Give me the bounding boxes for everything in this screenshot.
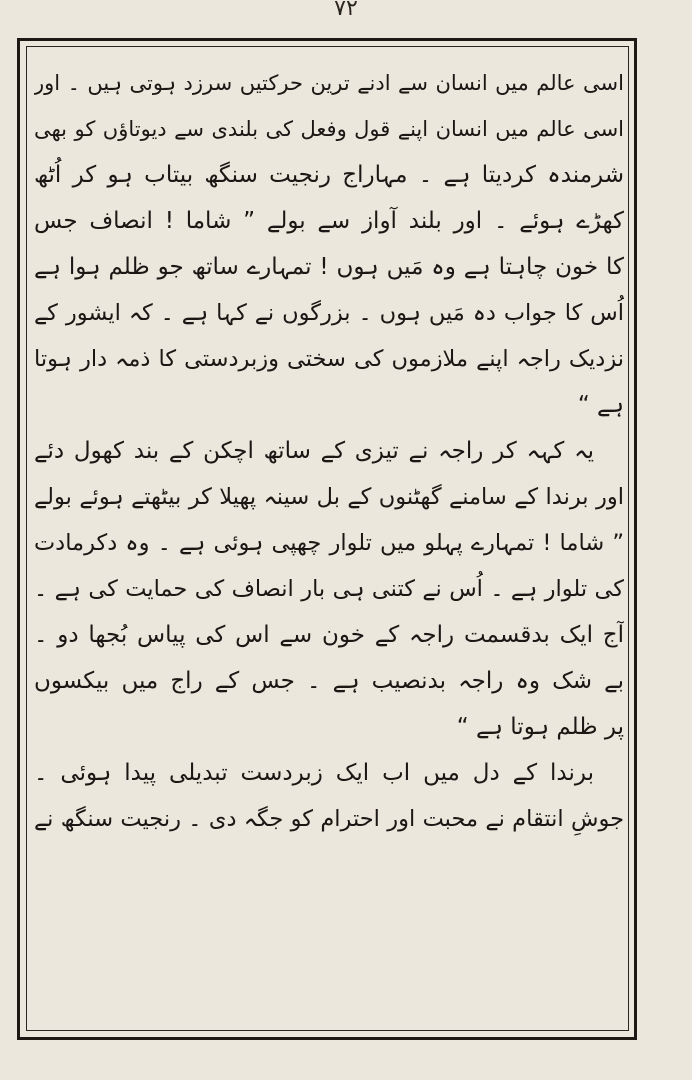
page-number: ۷۲ [334,0,358,21]
text-line: اسی عالم میں انسان اپنے قول وفعل کی بلندی سے دیوتاؤں کو بھی [34,117,624,141]
text-line: جوشِ انتقام نے محبت اور احترام کو جگہ دی ۔ رنجیت سنگھ نے [34,806,624,832]
text-line: کا خون چاہتا ہے وہ مَیں ہوں ! تمہارے ساتھ جو ظلم ہوا ہے [34,254,624,280]
text-line: اُس کا جواب دہ مَیں ہوں ۔ بزرگوں نے کہا ہے ۔ کہ ایشور کے [34,300,624,326]
text-line: ہے “ [577,392,624,418]
text-line: برندا کے دل میں اب ایک زبردست تبدیلی پیدا ہوئی ۔ [34,760,594,786]
text-line: ” شاما ! تمہارے پہلو میں تلوار چھپی ہوئی ہے ۔ وہ دکرمادت [34,530,624,556]
text-line: یہ کہہ کر راجہ نے تیزی کے ساتھ اچکن کے بند کھول دئے [34,438,594,464]
text-line: بے شک وہ راجہ بدنصیب ہے ۔ جس کے راج میں بیکسوں [34,668,624,694]
text-line: اور برندا کے سامنے گھٹنوں کے بل سینہ پھیلا کر بیٹھتے ہوئے بولے [34,484,624,510]
text-line: نزدیک راجہ اپنے ملازموں کی سختی وزبردستی کا ذمہ دار ہوتا [34,346,624,372]
text-line: کھڑے ہوئے ۔ اور بلند آواز سے بولے ” شاما ! انصاف جس [34,208,624,234]
text-line: کی تلوار ہے ۔ اُس نے کتنی ہی بار انصاف کی حمایت کی ہے ۔ [34,576,624,602]
text-line: آج ایک بدقسمت راجہ کے خون سے اس کی پیاس بُجھا دو ۔ [34,622,624,648]
page-text [34,60,624,1026]
text-line: شرمندہ کردیتا ہے ۔ مہاراج رنجیت سنگھ بیتاب ہو کر اُٹھ [34,162,624,188]
text-line: اسی عالم میں انسان سے ادنے ترین حرکتیں سرزد ہوتی ہیں ۔ اور [34,71,624,95]
text-line: پر ظلم ہوتا ہے “ [456,714,624,740]
